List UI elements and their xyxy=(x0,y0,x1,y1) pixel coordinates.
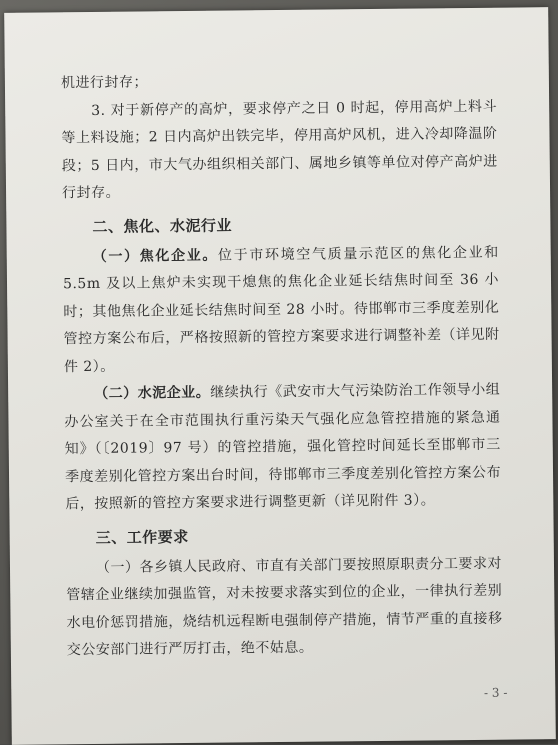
section-heading-2: 二、焦化、水泥行业 xyxy=(92,215,233,236)
paragraph-cement xyxy=(64,377,501,519)
document-body xyxy=(61,66,503,665)
page-number: - 3 - xyxy=(483,685,508,700)
paragraph-requirement-1: （一）各乡镇人民政府、市直有关部门要按照原职责分工要求对管辖企业继续加强监管，对未按要求落实到位的企业，一律执行差别水电价惩罚措施，烧结机远程断电强制停产措施，情节严重的直接移交公安部门进行严厉打击，绝不姑息。 xyxy=(66,555,503,659)
coking-text: 位于市环境空气质量示范区的焦化企业和 5.5m 及以上焦炉未实现干熄焦的焦化企业延长结焦时间至 36 小时；其他焦化企业延长结焦时间至 28 小时。待邯郸市三季度差别化管控方案公布后，严格按照新的管控方案要求进行调整补差（详见附件 2）。 xyxy=(62,244,500,375)
cement-lead: （二）水泥企业。 xyxy=(94,384,211,402)
paragraph-coking xyxy=(63,239,500,381)
paragraph-item-3: 3. 对于新停产的高炉，要求停产之日 0 时起，停用高炉上料斗等上料设施；2 日内高炉出铁完毕，停用高炉风机，进入冷却降温阶段；5 日内，市大气办组织相关部门、属地乡镇等单位对停产高炉进行封存。 xyxy=(61,98,498,202)
paragraph-continuation: 机进行封存； xyxy=(60,74,149,92)
cement-text: 继续执行《武安市大气污染防治工作领导小组办公室关于在全市范围执行重污染天气强化应急管控措施的紧急通知》（〔2019〕97 号）的管控措施，强化管控时间延长至邯郸市三季度差别化管控方案出台时间，待邯郸市三季度差别化管控方案公布后，按照新的管控方案要求进行调整更新（详见附件 3）。 xyxy=(64,381,502,513)
coking-lead: （一）焦化企业。 xyxy=(92,247,219,265)
section-heading-3: 三、工作要求 xyxy=(95,527,189,547)
document-page xyxy=(4,7,556,745)
